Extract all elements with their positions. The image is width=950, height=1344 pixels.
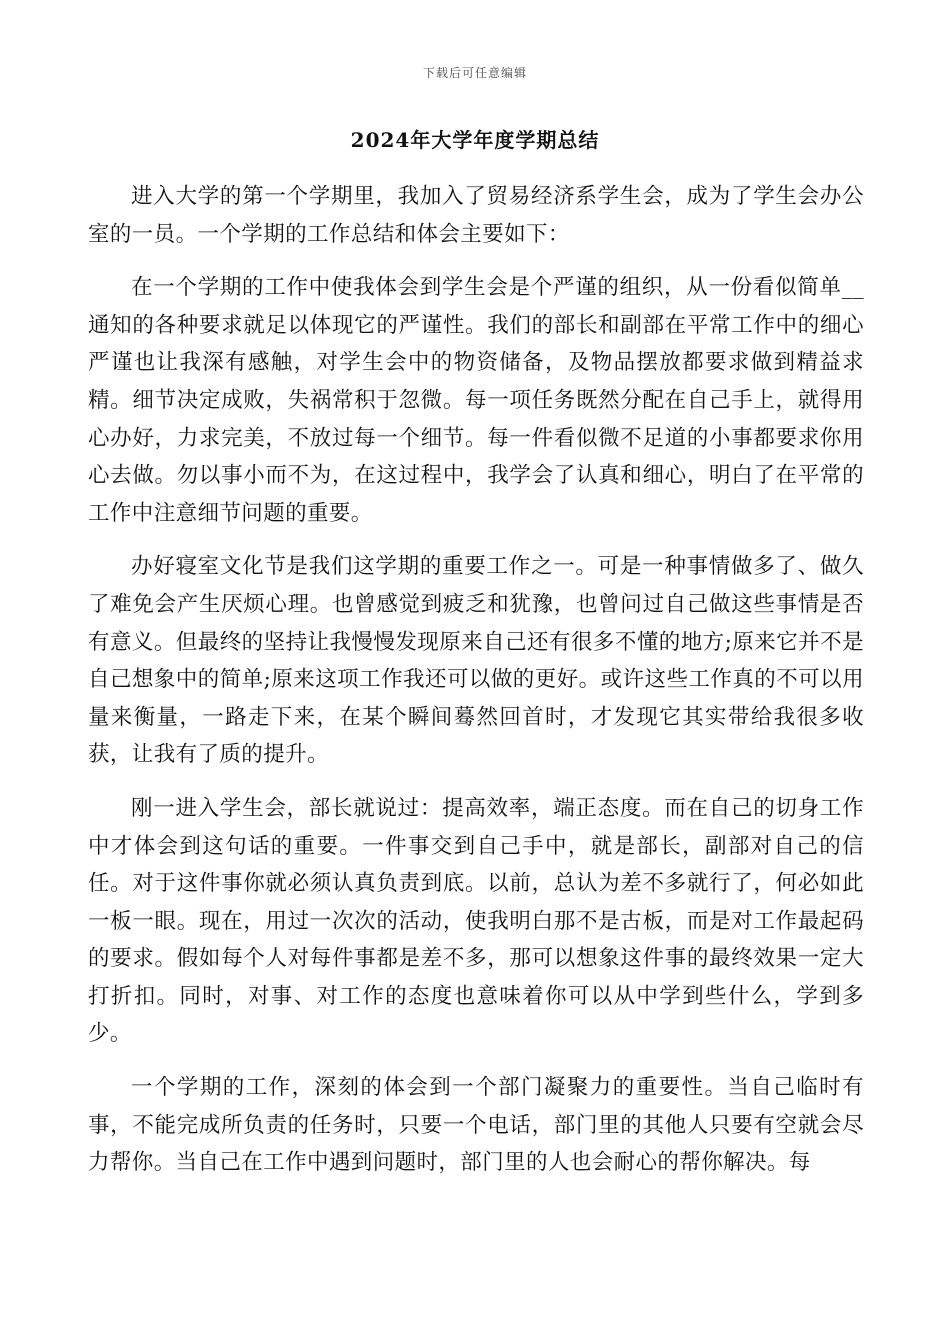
paragraph-4: 刚一进入学生会，部长就说过：提高效率，端正态度。而在自己的切身工作中才体会到这句话的重要。一件事交到自己手中，就是部长，副部对自己的信任。对于这件事你就必须认真负责到底。以前，总认为差不多就行了，何必如此一板一眼。现在，用过一次次的活动，使我明白那不是古板，而是对工作最起码的要求。假如每个人对每件事都是差不多，那可以想象这件事的最终效果一定大打折扣。同时，对事、对工作的态度也意味着你可以从中学到些什么，学到多少。 (88, 795, 864, 1047)
paragraph-3: 办好寝室文化节是我们这学期的重要工作之一。可是一种事情做多了、做久了难免会产生厌烦心理。也曾感觉到疲乏和犹豫，也曾问过自己做这些事情是否有意义。但最终的坚持让我慢慢发现原来自己还有很多不懂的地方;原来它并不是自己想象中的简单;原来这项工作我还可以做的更好。或许这些工作真的不可以用量来衡量，一路走下来，在某个瞬间蓦然回首时，才发现它其实带给我很多收获，让我有了质的提升。 (88, 554, 864, 768)
paragraph-1: 进入大学的第一个学期里，我加入了贸易经济系学生会，成为了学生会办公室的一员。一个学期的工作总结和体会主要如下： (88, 184, 864, 247)
document-body (88, 178, 864, 1198)
header-note: 下载后可任意编辑 (422, 66, 527, 80)
paragraph-2: 在一个学期的工作中使我体会到学生会是个严谨的组织，从一份看似简单__通知的各种要求就足以体现它的严谨性。我们的部长和副部在平常工作中的细心严谨也让我深有感触，对学生会中的物资储备，及物品摆放都要求做到精益求精。细节决定成败，失祸常积于忽微。每一项任务既然分配在自己手上，就得用心办好，力求完美，不放过每一个细节。每一件看似微不足道的小事都要求你用心去做。勿以事小而不为，在这过程中，我学会了认真和细心，明白了在平常的工作中注意细节问题的重要。 (88, 275, 864, 526)
document-title: 2024年大学年度学期总结 (350, 128, 600, 152)
paragraph-5: 一个学期的工作，深刻的体会到一个部门凝聚力的重要性。当自己临时有事，不能完成所负责的任务时，只要一个电话，部门里的其他人只要有空就会尽力帮你。当自己在工作中遇到问题时，部门里的人也会耐心的帮你解决。每 (88, 1075, 864, 1176)
